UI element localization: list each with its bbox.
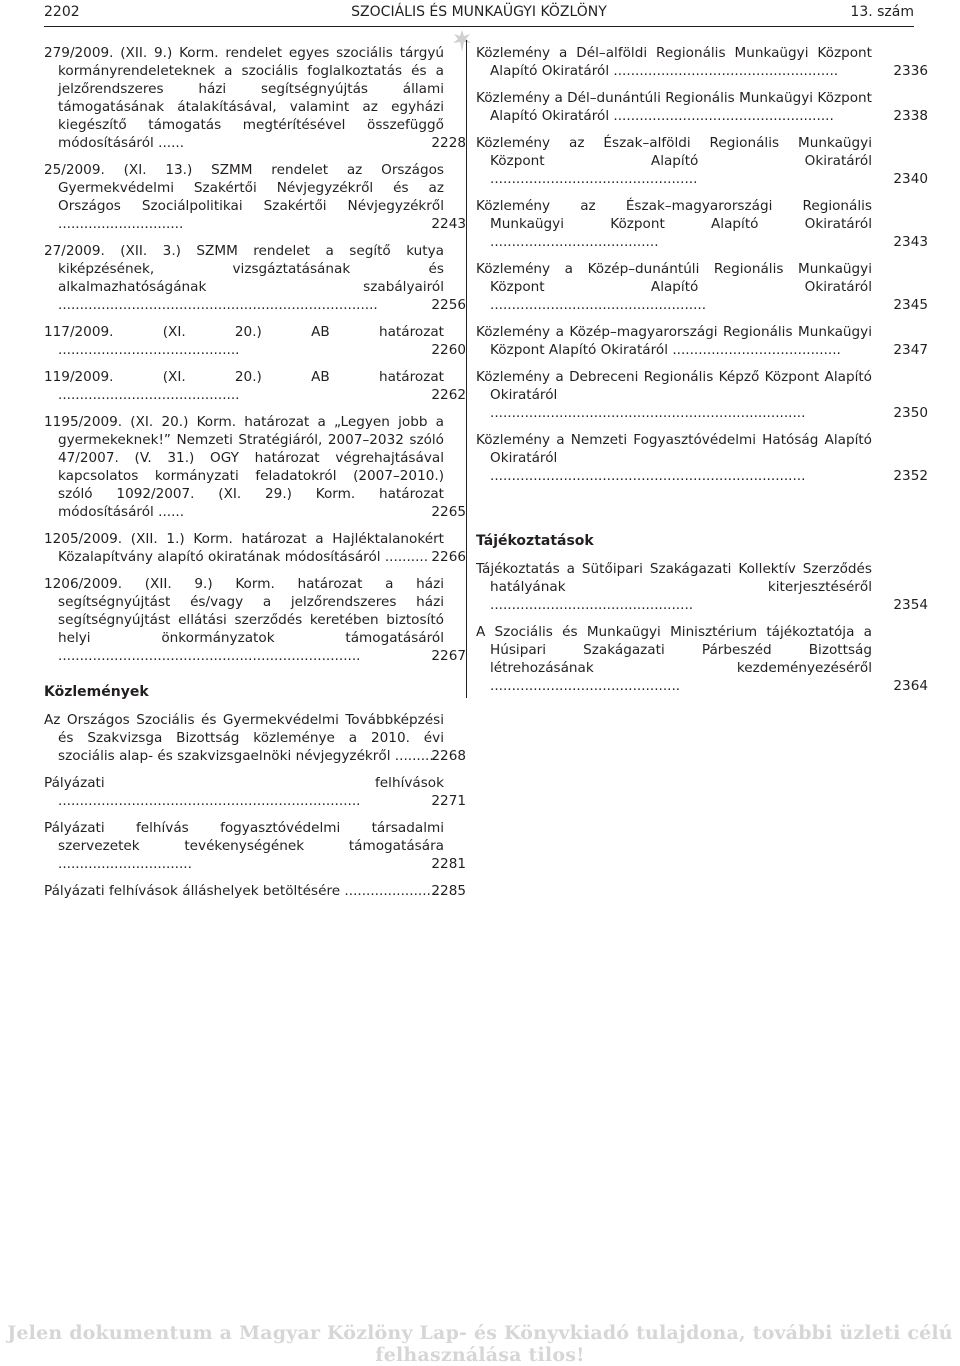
notice-entry-title: Pályázati felhívások ...................................................................... <box>44 775 444 809</box>
toc-entry <box>476 260 928 314</box>
notice-entry <box>476 560 928 614</box>
toc-entry <box>44 242 466 314</box>
footer-watermark: Jelen dokumentum a Magyar Közlöny Lap- és Könyvkiadó tulajdona, további üzleti célú felhasználása tilos! <box>7 1322 953 1366</box>
left-column <box>44 44 466 900</box>
toc-entry-page: 2260 <box>431 342 466 358</box>
toc-entry-title: 1195/2009. (XI. 20.) Korm. határozat a „Legyen jobb a gyermekeknek!” Nemzeti Stratégiáról, 2007–2032 szóló 47/2007. (V. 31.) OGY határozat végrehajtásával kapcsolatos kormányzati feladatokról (2007–2010.) szóló 1092/2007. (XI. 29.) Korm. határozat módosításáról ...... <box>44 414 444 520</box>
notice-entry <box>44 774 466 810</box>
toc-entry-title: Közlemény a Debreceni Regionális Képző Központ Alapító Okiratáról ......................................................................... <box>476 369 872 421</box>
section-heading: Tájékoztatások <box>476 533 594 549</box>
section-heading: Közlemények <box>44 684 149 700</box>
toc-entry <box>44 575 466 665</box>
toc-entry <box>44 413 466 521</box>
toc-entry-title: Közlemény az Észak–alföldi Regionális Munkaügyi Központ Alapító Okiratáról ................................................ <box>476 135 872 187</box>
toc-entry-page: 2347 <box>893 342 928 358</box>
toc-entry <box>476 197 928 251</box>
toc-entry-page: 2338 <box>893 108 928 124</box>
toc-entry <box>476 134 928 188</box>
toc-entry-page: 2345 <box>893 297 928 313</box>
notice-entry <box>44 711 466 765</box>
notice-entry-title: Tájékoztatás a Sütőipari Szakágazati Kollektív Szerződés hatályának kiterjesztéséről ............................................... <box>476 561 872 613</box>
toc-entry-page: 2228 <box>431 135 466 151</box>
notice-entry-page: 2364 <box>893 678 928 694</box>
header-title: SZOCIÁLIS ÉS MUNKAÜGYI KÖZLÖNY <box>351 4 607 20</box>
notice-entry-title: Az Országos Szociális és Gyermekvédelmi Továbbképzési és Szakvizsga Bizottság közleménye a 2010. évi szociális alap- és szakvizsgaelnöki névjegyzékről ......... <box>44 712 444 764</box>
toc-entry-page: 2265 <box>431 504 466 520</box>
toc-entry-page: 2350 <box>893 405 928 421</box>
toc-entry <box>44 161 466 233</box>
notice-entry-page: 2285 <box>431 883 466 899</box>
toc-entry-title: 1206/2009. (XII. 9.) Korm. határozat a házi segítségnyújtást és/vagy a jelzőrendszeres házi segítségnyújtást ellátási szerződés keretében biztosító helyi önkormányzatok támogatásáról ...................................................................... <box>44 576 444 664</box>
toc-entry <box>476 89 928 125</box>
toc-entry-title: Közlemény a Dél–dunántúli Regionális Munkaügyi Központ Alapító Okiratáról ................................................... <box>476 90 872 124</box>
toc-entry-title: 25/2009. (XI. 13.) SZMM rendelet az Országos Gyermekvédelmi Szakértői Névjegyzékről és az Országos Szociálpolitikai Szakértői Névjegyzékről ............................. <box>44 162 444 232</box>
toc-entry-page: 2243 <box>431 216 466 232</box>
toc-entry-title: 117/2009. (XI. 20.) AB határozat .......................................... <box>44 324 444 358</box>
toc-entry <box>44 44 466 152</box>
toc-entry-page: 2262 <box>431 387 466 403</box>
toc-entry-page: 2267 <box>431 648 466 664</box>
notice-entry <box>44 882 466 900</box>
toc-entry <box>476 368 928 422</box>
toc-entry-title: 279/2009. (XII. 9.) Korm. rendelet egyes szociális tárgyú kormányrendeleteknek a szociális foglalkoztatás és a jelzőrendszeres házi segítségnyújtás állami támogatásának átalakításával, valamint az egyházi kiegészítő támogatás megtérítésével összefüggő módosításáról ...... <box>44 45 444 151</box>
toc-entry-title: Közlemény az Észak–magyarországi Regionális Munkaügyi Központ Alapító Okiratáról ....................................... <box>476 198 872 250</box>
page-header <box>44 0 914 27</box>
toc-entry-title: Közlemény a Közép–dunántúli Regionális Munkaügyi Központ Alapító Okiratáról .................................................. <box>476 261 872 313</box>
notice-entry-title: A Szociális és Munkaügyi Minisztérium tájékoztatója a Húsipari Szakágazati Párbeszéd Bizottság létrehozásának kezdeményezéséről ............................................ <box>476 624 872 694</box>
toc-entry <box>476 44 928 80</box>
header-issue: 13. szám <box>850 4 914 20</box>
toc-entry <box>44 368 466 404</box>
notice-entry <box>476 623 928 695</box>
toc-entry-title: 1205/2009. (XII. 1.) Korm. határozat a Hajléktalanokért Közalapítvány alapító okiratának módosításáról .......... <box>44 531 444 565</box>
notice-entry-page: 2354 <box>893 597 928 613</box>
toc-entry-page: 2336 <box>893 63 928 79</box>
toc-entry-page: 2256 <box>431 297 466 313</box>
toc-entry <box>44 530 466 566</box>
notice-entry <box>44 819 466 873</box>
toc-entry <box>476 323 928 359</box>
toc-entry-title: Közlemény a Közép–magyarországi Regionális Munkaügyi Központ Alapító Okiratáról ....................................... <box>476 324 872 358</box>
toc-entry-page: 2266 <box>431 549 466 565</box>
header-page-number: 2202 <box>44 4 80 20</box>
toc-entry <box>476 431 928 485</box>
notice-entry-page: 2268 <box>431 748 466 764</box>
notice-entry-title: Pályázati felhívás fogyasztóvédelmi társadalmi szervezetek tevékenységének támogatására ............................... <box>44 820 444 872</box>
toc-entry-title: Közlemény a Dél–alföldi Regionális Munkaügyi Központ Alapító Okiratáról .................................................... <box>476 45 872 79</box>
column-divider <box>466 40 467 698</box>
notice-entry-page: 2271 <box>431 793 466 809</box>
toc-entry-page: 2343 <box>893 234 928 250</box>
notice-entry-page: 2281 <box>431 856 466 872</box>
toc-entry <box>44 323 466 359</box>
toc-entry-title: 27/2009. (XII. 3.) SZMM rendelet a segítő kutya kiképzésének, vizsgáztatásának és alkalmazhatóságának szabályairól .......................................................................... <box>44 243 444 313</box>
toc-entry-page: 2340 <box>893 171 928 187</box>
toc-entry-title: Közlemény a Nemzeti Fogyasztóvédelmi Hatóság Alapító Okiratáról ......................................................................... <box>476 432 872 484</box>
toc-entry-page: 2352 <box>893 468 928 484</box>
notice-entry-title: Pályázati felhívások álláshelyek betöltésére ...................... <box>44 883 440 899</box>
toc-entry-title: 119/2009. (XI. 20.) AB határozat .......................................... <box>44 369 444 403</box>
right-column <box>476 44 928 695</box>
